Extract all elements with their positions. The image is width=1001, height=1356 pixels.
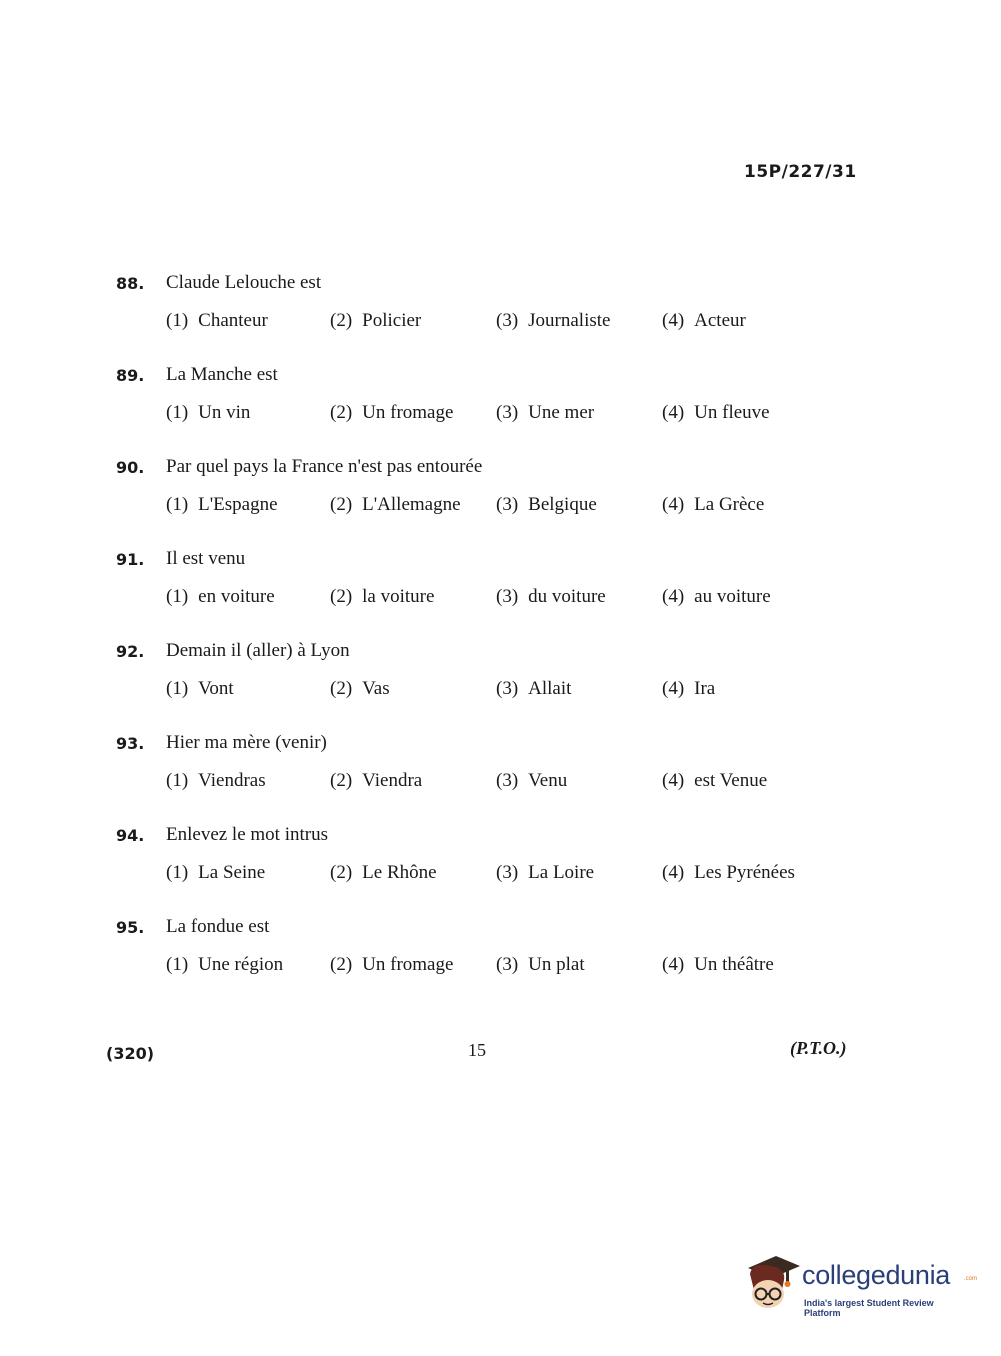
question-number: 88. (116, 274, 145, 293)
option-number: (2) (330, 862, 353, 883)
question-text: La fondue est (166, 916, 270, 937)
option-number: (2) (330, 586, 353, 607)
option-number: (4) (662, 862, 685, 883)
option-label: au voiture (694, 586, 771, 607)
logo-wordmark: collegedunia (802, 1260, 951, 1290)
answer-option (166, 402, 250, 424)
answer-option (330, 770, 422, 792)
option-label: Viendra (362, 770, 423, 791)
paper-code: 15P/227/31 (744, 162, 857, 182)
option-label: Vont (198, 678, 234, 699)
option-row (166, 586, 886, 612)
answer-option (166, 678, 234, 700)
option-number: (4) (662, 586, 685, 607)
question-text: Claude Lelouche est (166, 272, 322, 293)
question-number: 92. (116, 642, 145, 661)
option-label: La Grèce (694, 494, 765, 515)
mascot-icon (742, 1250, 802, 1312)
answer-option (330, 586, 434, 608)
option-row (166, 862, 886, 888)
footer-code: (320) (106, 1044, 155, 1063)
option-number: (1) (166, 402, 189, 423)
question-text: Il est venu (166, 548, 246, 569)
option-number: (3) (496, 770, 519, 791)
answer-option (330, 494, 461, 516)
option-label: Une mer (528, 402, 595, 423)
option-number: (1) (166, 862, 189, 883)
question-item (116, 916, 876, 1008)
answer-option (662, 494, 764, 516)
option-number: (1) (166, 586, 189, 607)
answer-option (662, 586, 771, 608)
option-number: (3) (496, 954, 519, 975)
option-number: (1) (166, 678, 189, 699)
option-number: (2) (330, 494, 353, 515)
question-item (116, 456, 876, 548)
question-text: Hier ma mère (venir) (166, 732, 327, 753)
option-label: L'Espagne (198, 494, 278, 515)
option-number: (4) (662, 310, 685, 331)
answer-option (166, 954, 283, 976)
option-label: Allait (528, 678, 572, 699)
answer-option (496, 402, 594, 424)
option-number: (3) (496, 310, 519, 331)
option-label: Un fleuve (694, 402, 770, 423)
option-number: (2) (330, 402, 353, 423)
option-label: la voiture (362, 586, 435, 607)
option-label: Le Rhône (362, 862, 437, 883)
page-number: 15 (468, 1040, 486, 1060)
option-label: Venu (528, 770, 568, 791)
option-label: du voiture (528, 586, 606, 607)
question-item (116, 364, 876, 456)
option-label: La Loire (528, 862, 595, 883)
question-number: 94. (116, 826, 145, 845)
answer-option (496, 954, 585, 976)
collegedunia-logo (742, 1250, 978, 1320)
option-row (166, 954, 886, 980)
option-row (166, 310, 886, 336)
answer-option (662, 770, 767, 792)
answer-option (662, 862, 795, 884)
question-text: La Manche est (166, 364, 278, 385)
answer-option (662, 402, 770, 424)
option-label: Ira (694, 678, 716, 699)
option-label: Acteur (694, 310, 746, 331)
option-number: (2) (330, 954, 353, 975)
option-number: (3) (496, 678, 519, 699)
option-label: Viendras (198, 770, 266, 791)
option-label: Un théâtre (694, 954, 774, 975)
answer-option (330, 954, 453, 976)
question-item (116, 548, 876, 640)
option-number: (4) (662, 678, 685, 699)
answer-option (166, 494, 278, 516)
option-label: en voiture (198, 586, 275, 607)
option-number: (3) (496, 402, 519, 423)
pto-label: (P.T.O.) (790, 1038, 847, 1058)
option-label: Un plat (528, 954, 585, 975)
option-row (166, 402, 886, 428)
option-number: (1) (166, 954, 189, 975)
option-number: (4) (662, 954, 685, 975)
question-item (116, 824, 876, 916)
option-label: Journaliste (528, 310, 611, 331)
option-label: L'Allemagne (362, 494, 461, 515)
answer-option (662, 954, 774, 976)
answer-option (330, 862, 437, 884)
question-list (116, 272, 876, 1008)
logo-tagline: India's largest Student Review Platform (804, 1298, 934, 1318)
option-number: (1) (166, 310, 189, 331)
option-row (166, 678, 886, 704)
answer-option (166, 770, 266, 792)
answer-option (496, 494, 597, 516)
option-number: (3) (496, 586, 519, 607)
option-number: (3) (496, 862, 519, 883)
answer-option (496, 678, 571, 700)
option-number: (2) (330, 770, 353, 791)
option-label: Les Pyrénées (694, 862, 795, 883)
answer-option (496, 586, 606, 608)
answer-option (166, 310, 268, 332)
option-label: Une région (198, 954, 284, 975)
answer-option (330, 402, 453, 424)
option-label: Vas (362, 678, 390, 699)
option-row (166, 494, 886, 520)
option-number: (4) (662, 494, 685, 515)
option-number: (4) (662, 770, 685, 791)
option-row (166, 770, 886, 796)
option-label: Policier (362, 310, 422, 331)
option-label: est Venue (694, 770, 768, 791)
answer-option (330, 310, 421, 332)
option-number: (3) (496, 494, 519, 515)
option-number: (2) (330, 310, 353, 331)
option-number: (1) (166, 494, 189, 515)
answer-option (166, 586, 275, 608)
question-text: Enlevez le mot intrus (166, 824, 328, 845)
option-number: (4) (662, 402, 685, 423)
question-text: Demain il (aller) à Lyon (166, 640, 350, 661)
option-label: Chanteur (198, 310, 268, 331)
option-label: Un vin (198, 402, 251, 423)
answer-option (662, 678, 715, 700)
question-text: Par quel pays la France n'est pas entourée (166, 456, 483, 477)
question-number: 89. (116, 366, 145, 385)
option-label: Un fromage (362, 402, 454, 423)
question-item (116, 272, 876, 364)
answer-option (662, 310, 746, 332)
question-item (116, 732, 876, 824)
question-item (116, 640, 876, 732)
logo-suffix: .com (964, 1276, 978, 1282)
option-label: Belgique (528, 494, 597, 515)
answer-option (496, 862, 594, 884)
question-number: 95. (116, 918, 145, 937)
option-number: (1) (166, 770, 189, 791)
question-number: 93. (116, 734, 145, 753)
answer-option (496, 310, 610, 332)
option-number: (2) (330, 678, 353, 699)
answer-option (330, 678, 390, 700)
option-label: La Seine (198, 862, 266, 883)
option-label: Un fromage (362, 954, 454, 975)
answer-option (496, 770, 567, 792)
question-number: 90. (116, 458, 145, 477)
question-number: 91. (116, 550, 145, 569)
answer-option (166, 862, 265, 884)
